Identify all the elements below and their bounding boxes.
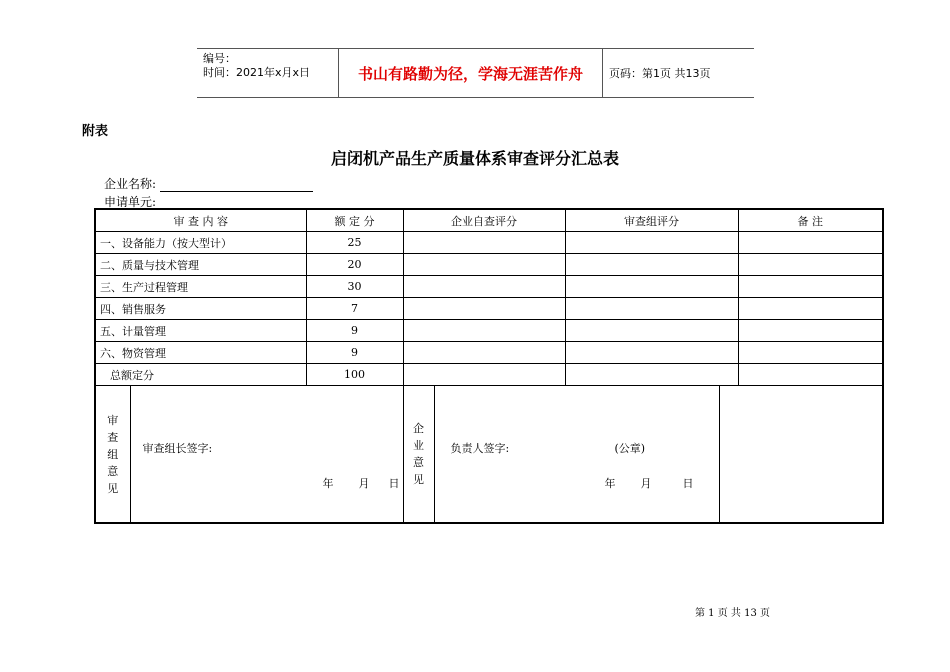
signature-row — [95, 386, 883, 524]
remarks-cell[interactable] — [738, 276, 883, 298]
date-day: 日 — [682, 477, 694, 490]
row-score: 9 — [306, 342, 403, 364]
vertical-char: 企 — [413, 422, 424, 435]
review-score-cell[interactable] — [565, 320, 738, 342]
vertical-char: 业 — [413, 439, 424, 452]
self-score-cell[interactable] — [403, 298, 565, 320]
table-row — [95, 254, 883, 276]
date-day: 日 — [388, 477, 400, 490]
row-item: 一、设备能力（按大型计） — [95, 232, 306, 254]
header-motto: 书山有路勤为径，学海无涯苦作舟 — [338, 49, 603, 97]
date-year: 年 — [604, 477, 616, 490]
row-item: 五、计量管理 — [95, 320, 306, 342]
remarks-cell[interactable] — [738, 232, 883, 254]
document-title: 启闭机产品生产质量体系审查评分汇总表 — [330, 149, 619, 168]
self-score-cell[interactable] — [403, 276, 565, 298]
header-content: 审 查 内 容 — [95, 209, 306, 232]
review-score-cell[interactable] — [565, 298, 738, 320]
self-score-cell[interactable] — [403, 320, 565, 342]
score-summary-table — [94, 208, 884, 524]
row-item: 六、物资管理 — [95, 342, 306, 364]
self-score-cell[interactable] — [403, 342, 565, 364]
table-row — [95, 320, 883, 342]
remarks-sign-cell[interactable] — [720, 386, 883, 522]
review-score-cell[interactable] — [565, 364, 738, 386]
company-name-label: 企业名称: — [104, 177, 157, 191]
table-row — [95, 298, 883, 320]
table-row — [95, 342, 883, 364]
row-item: 三、生产过程管理 — [95, 276, 306, 298]
table-header-row — [95, 209, 883, 232]
vertical-char: 见 — [107, 481, 119, 495]
responsible-signature-label: 负责人签字: — [450, 442, 510, 455]
vertical-char: 意 — [413, 456, 424, 469]
review-group-sign-area[interactable] — [130, 386, 403, 524]
date-month: 月 — [358, 477, 370, 490]
self-score-cell[interactable] — [403, 364, 565, 386]
review-score-cell[interactable] — [565, 254, 738, 276]
date-year: 年 — [322, 477, 334, 490]
row-score: 7 — [306, 298, 403, 320]
header-review-score: 审查组评分 — [565, 209, 738, 232]
row-score: 9 — [306, 320, 403, 342]
company-name-field — [104, 175, 313, 192]
table-row — [95, 276, 883, 298]
total-score: 100 — [306, 364, 403, 386]
doc-time-label: 时间：2021年x月x日 — [203, 66, 311, 79]
total-label: 总额定分 — [95, 364, 306, 386]
row-item: 四、销售服务 — [95, 298, 306, 320]
company-opinion-area — [403, 386, 883, 524]
page-header — [197, 48, 754, 98]
table-row — [95, 232, 883, 254]
vertical-char: 查 — [107, 430, 119, 444]
review-leader-signature-label: 审查组长签字: — [142, 442, 213, 455]
company-sign-area[interactable] — [435, 386, 720, 522]
official-seal-label: (公章) — [614, 442, 646, 455]
date-month: 月 — [640, 477, 652, 490]
remarks-cell[interactable] — [738, 342, 883, 364]
company-name-line — [160, 179, 313, 192]
row-score: 25 — [306, 232, 403, 254]
header-rated-score: 额 定 分 — [306, 209, 403, 232]
remarks-cell[interactable] — [738, 298, 883, 320]
header-remarks: 备 注 — [738, 209, 883, 232]
vertical-char: 意 — [107, 464, 119, 478]
doc-number-label: 编号： — [203, 52, 236, 65]
header-info-cell — [197, 49, 338, 97]
remarks-cell[interactable] — [738, 320, 883, 342]
company-opinion-label — [404, 386, 435, 522]
applicant-label: 申请单元: — [104, 195, 157, 209]
vertical-char: 见 — [413, 473, 424, 486]
vertical-char: 审 — [107, 413, 119, 427]
header-page-info: 页码：第1页 共13页 — [609, 67, 711, 80]
row-score: 30 — [306, 276, 403, 298]
self-score-cell[interactable] — [403, 254, 565, 276]
total-row — [95, 364, 883, 386]
row-score: 20 — [306, 254, 403, 276]
review-score-cell[interactable] — [565, 276, 738, 298]
row-item: 二、质量与技术管理 — [95, 254, 306, 276]
vertical-char: 组 — [107, 447, 119, 461]
page-footer: 第 1 页 共 13 页 — [695, 608, 770, 619]
review-group-opinion-label — [95, 386, 130, 524]
appendix-label: 附表 — [82, 124, 109, 139]
remarks-cell[interactable] — [738, 364, 883, 386]
review-score-cell[interactable] — [565, 232, 738, 254]
review-score-cell[interactable] — [565, 342, 738, 364]
header-self-score: 企业自查评分 — [403, 209, 565, 232]
remarks-cell[interactable] — [738, 254, 883, 276]
self-score-cell[interactable] — [403, 232, 565, 254]
